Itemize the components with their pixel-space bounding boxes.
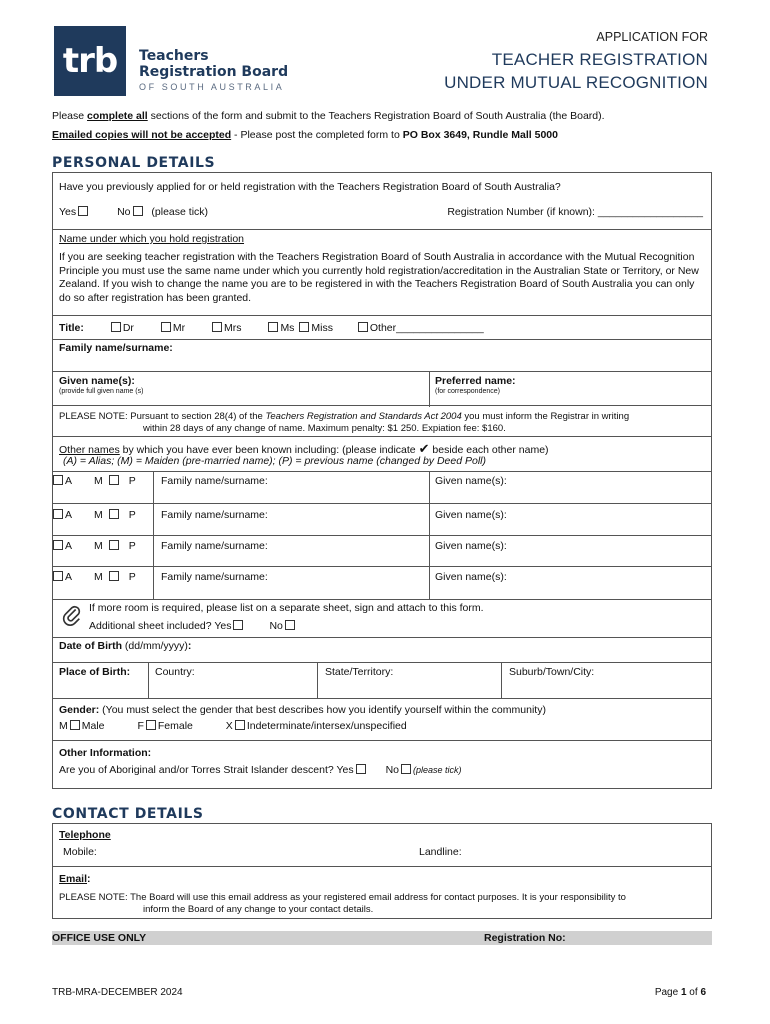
country-field[interactable]: Country: bbox=[155, 666, 195, 678]
name-paragraph: If you are seeking teacher registration with the Teachers Registration Board of South Australia in accordance with the Mutual Recognition Principle you must use the same name under which you currently hold registration/accreditation in the Australian State or Territory, or New Zealand. If you wish to change the name you are to be registered in with the Teachers Registration Board of South Australia you can only do so after registration has been granted. bbox=[59, 251, 699, 304]
form-title-line-1: TEACHER REGISTRATION bbox=[491, 50, 708, 69]
intro-line-2: Emailed copies will not be accepted - Please post the completed form to PO Box 3649, Rundle Mall 5000 bbox=[52, 129, 558, 141]
other-title-checkbox[interactable] bbox=[358, 322, 368, 332]
tick-icon: ✔ bbox=[418, 441, 430, 456]
other-information-row: Other Information: Are you of Aboriginal and/or Torres Strait Islander descent? Yes No (please tick) bbox=[53, 740, 711, 790]
personal-details-box bbox=[52, 172, 712, 789]
place-of-birth-label: Place of Birth: bbox=[59, 666, 131, 678]
title-options: Title: Dr Mr Mrs Ms Miss Other_______________ bbox=[59, 322, 484, 334]
name-heading: Name under which you hold registration bbox=[59, 233, 245, 245]
other-names-legend: (A) = Alias; (M) = Maiden (pre-married name); (P) = previous name (changed by Deed Poll) bbox=[63, 455, 486, 467]
place-of-birth-row bbox=[53, 662, 711, 698]
form-title-line-2: UNDER MUTUAL RECOGNITION bbox=[444, 73, 708, 92]
email-note-2: inform the Board of any change to your contact details. bbox=[143, 904, 374, 915]
office-use-label: OFFICE USE ONLY bbox=[52, 932, 147, 944]
aboriginal-yes-checkbox[interactable] bbox=[356, 764, 366, 774]
preferred-name-label: Preferred name: bbox=[435, 375, 516, 387]
previous-registration-question: Have you previously applied for or held registration with the Teachers Registration Board of South Australia? bbox=[59, 181, 561, 193]
contact-details-heading: CONTACT DETAILS bbox=[52, 806, 204, 822]
name-section bbox=[53, 229, 711, 320]
personal-details-heading: PERSONAL DETAILS bbox=[52, 155, 216, 171]
other-name-row: A M P Family name/surname: Given name(s): bbox=[53, 471, 711, 503]
given-names-row bbox=[53, 371, 711, 407]
maiden-checkbox[interactable] bbox=[109, 540, 119, 550]
other-name-row: A M P Family name/surname: Given name(s): bbox=[53, 503, 711, 535]
registration-no-label: Registration No: bbox=[484, 932, 566, 944]
alias-checkbox[interactable] bbox=[53, 540, 63, 550]
contact-details-box bbox=[52, 823, 712, 919]
landline-field[interactable]: Landline: bbox=[419, 846, 462, 858]
ms-checkbox[interactable] bbox=[268, 322, 278, 332]
office-use-bar bbox=[52, 931, 712, 945]
title-row bbox=[53, 315, 711, 339]
additional-yes-checkbox[interactable] bbox=[233, 620, 243, 630]
family-name-label: Family name/surname: bbox=[59, 342, 173, 354]
telephone-label: Telephone bbox=[59, 829, 111, 841]
alias-checkbox[interactable] bbox=[53, 475, 63, 485]
preferred-name-hint: (for correspondence) bbox=[435, 388, 500, 395]
name-change-note: PLEASE NOTE: Pursuant to section 28(4) of the Teachers Registration and Standards Act 2004 you must inform the Registrar in writing within 28 days of any change of name. Maximum penalty: $1 250. Expiation fee: $160. bbox=[53, 405, 711, 436]
male-checkbox[interactable] bbox=[70, 720, 80, 730]
additional-no-checkbox[interactable] bbox=[285, 620, 295, 630]
gender-row: Gender: (You must select the gender that best describes how you identify yourself within the community) M Male F Female X Indeterminate/intersex/unspecified bbox=[53, 698, 711, 740]
state-field[interactable]: State/Territory: bbox=[325, 666, 394, 678]
family-name-field[interactable] bbox=[53, 339, 711, 371]
other-name-row: A M P Family name/surname: Given name(s): bbox=[53, 566, 711, 599]
maiden-checkbox[interactable] bbox=[109, 509, 119, 519]
more-room-text: If more room is required, please list on a separate sheet, sign and attach to this form. bbox=[89, 602, 484, 614]
logo-line-3: OF SOUTH AUSTRALIA bbox=[139, 82, 285, 92]
application-for: APPLICATION FOR bbox=[596, 30, 708, 44]
previous-registration-options: Yes No (please tick) bbox=[59, 206, 209, 218]
suburb-field[interactable]: Suburb/Town/City: bbox=[509, 666, 595, 678]
footer-form-code: TRB-MRA-DECEMBER 2024 bbox=[52, 987, 183, 998]
female-checkbox[interactable] bbox=[146, 720, 156, 730]
mrs-checkbox[interactable] bbox=[212, 322, 222, 332]
mobile-field[interactable]: Mobile: bbox=[63, 846, 97, 858]
yes-checkbox[interactable] bbox=[78, 206, 88, 216]
other-information-label: Other Information: bbox=[59, 747, 152, 759]
page-number: Page 1 of 6 bbox=[654, 987, 706, 998]
maiden-checkbox[interactable] bbox=[109, 475, 119, 485]
no-checkbox[interactable] bbox=[133, 206, 143, 216]
alias-checkbox[interactable] bbox=[53, 509, 63, 519]
alias-checkbox[interactable] bbox=[53, 571, 63, 581]
indeterminate-checkbox[interactable] bbox=[235, 720, 245, 730]
logo-text bbox=[139, 48, 288, 92]
given-names-label: Given name(s): bbox=[59, 375, 135, 387]
given-names-hint: (provide full given name (s) bbox=[59, 388, 144, 395]
intro-line-1: Please complete all sections of the form and submit to the Teachers Registration Board of South Australia (the Board). bbox=[52, 110, 605, 122]
logo-line-1: Teachers bbox=[139, 48, 209, 64]
trb-logo bbox=[54, 26, 126, 96]
more-room-row: If more room is required, please list on a separate sheet, sign and attach to this form. Additional sheet included? Yes No bbox=[53, 599, 711, 637]
maiden-checkbox[interactable] bbox=[109, 571, 119, 581]
other-names-heading: Other names by which you have ever been known including: (please indicate ✔ beside each other name) (A) = Alias; (M) = Maiden (pre-married name); (P) = previous name (changed by Deed Poll) bbox=[53, 436, 711, 472]
logo-line-2: Registration Board bbox=[139, 64, 289, 80]
other-name-row: A M P Family name/surname: Given name(s): bbox=[53, 535, 711, 566]
aboriginal-no-checkbox[interactable] bbox=[401, 764, 411, 774]
mr-checkbox[interactable] bbox=[161, 322, 171, 332]
paperclip-icon bbox=[61, 604, 83, 626]
logo-mark: trb bbox=[62, 41, 118, 81]
email-field[interactable]: Email: bbox=[53, 866, 711, 892]
email-note-1: PLEASE NOTE: The Board will use this email address as your registered email address for contact purposes. It is your responsibility to bbox=[59, 892, 626, 903]
date-of-birth-field[interactable]: Date of Birth (dd/mm/yyyy): bbox=[53, 637, 711, 661]
miss-checkbox[interactable] bbox=[299, 322, 309, 332]
registration-number-field[interactable]: Registration Number (if known): __________________ bbox=[447, 206, 703, 218]
dr-checkbox[interactable] bbox=[111, 322, 121, 332]
